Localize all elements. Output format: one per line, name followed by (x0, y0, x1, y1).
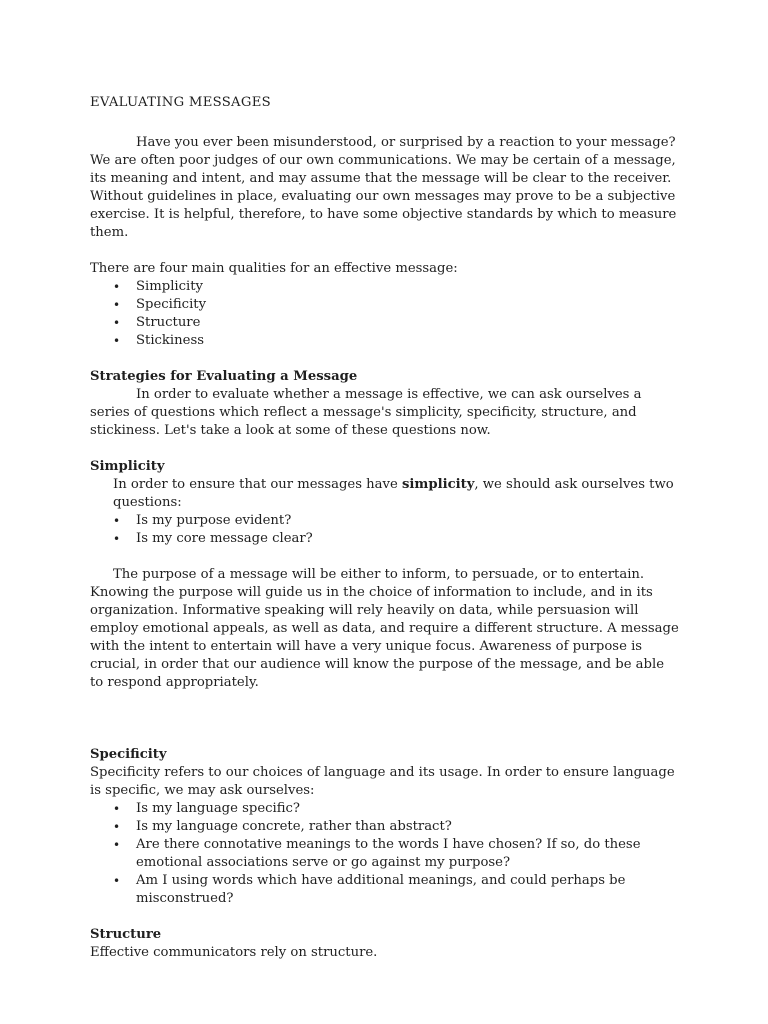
structure-heading: Structure (90, 927, 162, 942)
specificity-heading: Specificity (90, 747, 167, 762)
list-item: • Is my language concrete, rather than abstract? (90, 818, 680, 836)
structure-paragraph: Effective communicators rely on structure. (90, 945, 378, 960)
spacer (90, 350, 680, 368)
list-item: • Are there connotative meanings to the words I have chosen? If so, do these emotional associations serve or go against my purpose? (90, 836, 680, 872)
list-item: • Is my purpose evident? (90, 512, 680, 530)
list-item: • Stickiness (90, 332, 680, 350)
simplicity-lead (90, 476, 680, 512)
simplicity-lead-before: In order to ensure that our messages have (113, 477, 402, 492)
spacer (90, 440, 680, 458)
specificity-paragraph: Specificity refers to our choices of language and its usage. In order to ensure language is specific, we may ask ourselves: (90, 765, 675, 798)
list-item: • Structure (90, 314, 680, 332)
qualities-lead: There are four main qualities for an effective message: (90, 261, 458, 276)
spacer (90, 548, 680, 566)
qualities-list (90, 278, 680, 350)
document-body (90, 94, 680, 962)
simplicity-heading: Simplicity (90, 459, 165, 474)
document-title: EVALUATING MESSAGES (90, 95, 271, 110)
strategies-paragraph: In order to evaluate whether a message is effective, we can ask ourselves a series of questions which reflect a message's simplicity, specificity, structure, and stickiness. Let's take a look at some of these questions now. (90, 387, 642, 438)
spacer (90, 242, 680, 260)
list-item: • Is my language specific? (90, 800, 680, 818)
strategies-heading: Strategies for Evaluating a Message (90, 369, 358, 384)
spacer (90, 692, 680, 746)
simplicity-lead-bold: simplicity (401, 477, 475, 492)
simplicity-paragraph: The purpose of a message will be either to inform, to persuade, or to entertain. Knowing the purpose will guide us in the choice of information to include, and in its organization. Informative speaking will rely heavily on data, while persuasion will employ emotional appeals, as well as data, and require a different structure. A message with the intent to entertain will have a very unique focus. Awareness of purpose is crucial, in order that our audience will know the purpose of the message, and be able to respond appropriately. (90, 567, 679, 690)
intro-paragraph: Have you ever been misunderstood, or surprised by a reaction to your message? We are often poor judges of our own communications. We may be certain of a message, its meaning and intent, and may assume that the message will be clear to the receiver. Without guidelines in place, evaluating our own messages may prove to be a subjective exercise. It is helpful, therefore, to have some objective standards by which to measure them. (90, 135, 677, 240)
simplicity-lead-after: , we should ask ourselves two questions: (113, 477, 674, 510)
list-item: • Simplicity (90, 278, 680, 296)
spacer (90, 908, 680, 926)
simplicity-questions (90, 512, 680, 548)
list-item: • Is my core message clear? (90, 530, 680, 548)
specificity-questions (90, 800, 680, 908)
list-item: • Specificity (90, 296, 680, 314)
list-item: • Am I using words which have additional meanings, and could perhaps be misconstrued? (90, 872, 680, 908)
